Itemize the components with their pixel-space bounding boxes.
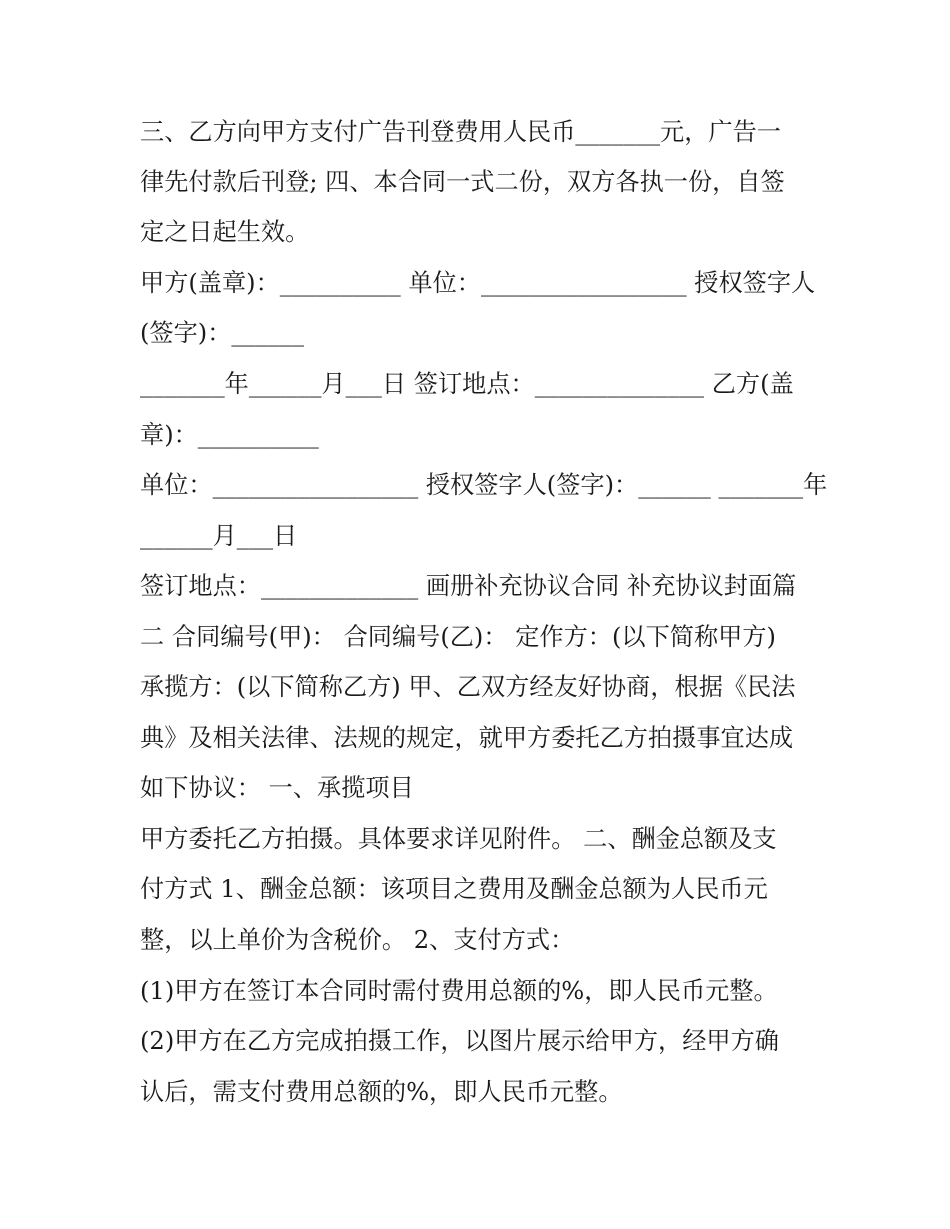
paragraph-line: 典》及相关法律、法规的规定，就甲方委托乙方拍摄事宜达成 — [140, 724, 794, 752]
paragraph-line: (2)甲方在乙方完成拍摄工作，以图片展示给甲方，经甲方确 — [140, 1027, 779, 1055]
paragraph-line: 三、乙方向甲方支付广告刊登费用人民币_______元，广告一 — [140, 118, 781, 146]
paragraph-line: 甲方委托乙方拍摄。具体要求详见附件。 二、酬金总额及支 — [140, 825, 777, 853]
paragraph-line: 如下协议： 一、承揽项目 — [140, 774, 414, 802]
paragraph-line: 定之日起生效。 — [140, 218, 310, 246]
paragraph-line: (签字)：______ — [140, 319, 304, 347]
paragraph-line: ______月___日 — [140, 522, 298, 550]
paragraph-line: 甲方(盖章)：__________ 单位：_________________ 授权签字人 — [140, 269, 816, 297]
paragraph-line: 二 合同编号(甲)： 合同编号(乙)： 定作方：(以下简称甲方) — [140, 623, 776, 651]
paragraph-line: _______年______月___日 签订地点：______________ 乙方(盖 — [140, 370, 794, 398]
paragraph-line: 付方式 1、酬金总额：该项目之费用及酬金总额为人民币元 — [140, 875, 768, 903]
paragraph-line: 律先付款后刊登; 四、本合同一式二份，双方各执一份，自签 — [140, 168, 785, 196]
paragraph-line: 整，以上单价为含税价。 2、支付方式： — [140, 926, 575, 954]
paragraph-line: 签订地点：_____________ 画册补充协议合同 补充协议封面篇 — [140, 572, 797, 600]
paragraph-line: (1)甲方在签订本合同时需付费用总额的%，即人民币元整。 — [140, 977, 778, 1005]
paragraph-line: 承揽方：(以下简称乙方) 甲、乙双方经友好协商，根据《民法 — [140, 673, 796, 701]
paragraph-line: 认后，需支付费用总额的%，即人民币元整。 — [140, 1078, 623, 1106]
paragraph-line: 单位：_________________ 授权签字人(签字)：______ _______年 — [140, 471, 828, 499]
paragraph-line: 章)：__________ — [140, 421, 319, 449]
